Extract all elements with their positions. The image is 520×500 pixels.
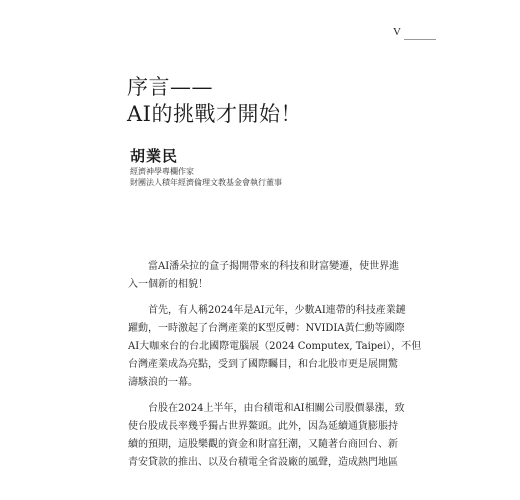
chapter-title-line-1: 序言—— xyxy=(127,75,213,99)
author-name: 胡業民 xyxy=(130,147,179,165)
author-titles xyxy=(130,166,282,188)
page-number: V xyxy=(393,26,401,38)
paragraph-1-line-2: 入一個新的相貌！ xyxy=(128,279,208,290)
paragraph-3-line-4: 青安貸款的推出、以及台積電全省設廠的風聲，造成熱門地區 xyxy=(128,457,398,468)
paragraph-1-line-1: 當AI潘朵拉的盒子揭開帶來的科技和財富變遷，使世界進 xyxy=(148,261,400,272)
paragraph-2-line-1: 首先，有人稱2024年是AI元年，少數AI連帶的科技產業鏈 xyxy=(148,305,406,316)
author-title-2: 財團法人積年經濟倫理文教基金會執行董事 xyxy=(130,178,282,187)
chapter-title-line-2: AI的挑戰才開始！ xyxy=(127,102,302,126)
paragraph-2-line-2: 躍動，一時激起了台灣產業的K型反轉：NVIDIA黃仁勳等國際 xyxy=(128,323,405,334)
paragraph-3-line-1: 台股在2024上半年，由台積電和AI相關公司股價暴漲，致 xyxy=(148,403,405,414)
body-text xyxy=(128,258,422,472)
paragraph-2 xyxy=(128,302,422,392)
header-rule xyxy=(404,39,436,40)
paragraph-3-line-3: 續的預期，這股樂觀的資金和財富狂潮，又隨著台商回台、新 xyxy=(128,439,398,450)
paragraph-3-line-2: 使台股成長率幾乎獨占世界鰲頭。此外，因為延續通貨膨脹持 xyxy=(128,421,398,432)
paragraph-2-line-5: 濤駭浪的一幕。 xyxy=(128,377,198,388)
paragraph-1 xyxy=(128,258,410,294)
paragraph-2-line-4: 台灣產業成為亮點，受到了國際矚目，和台北股市更是展開驚 xyxy=(128,359,398,370)
paragraph-2-line-3: AI大咖來台的台北國際電腦展（2024 Computex, Taipei），不但 xyxy=(128,341,422,352)
paragraph-3 xyxy=(128,400,410,472)
author-title-1: 經濟神學專欄作家 xyxy=(130,167,194,176)
